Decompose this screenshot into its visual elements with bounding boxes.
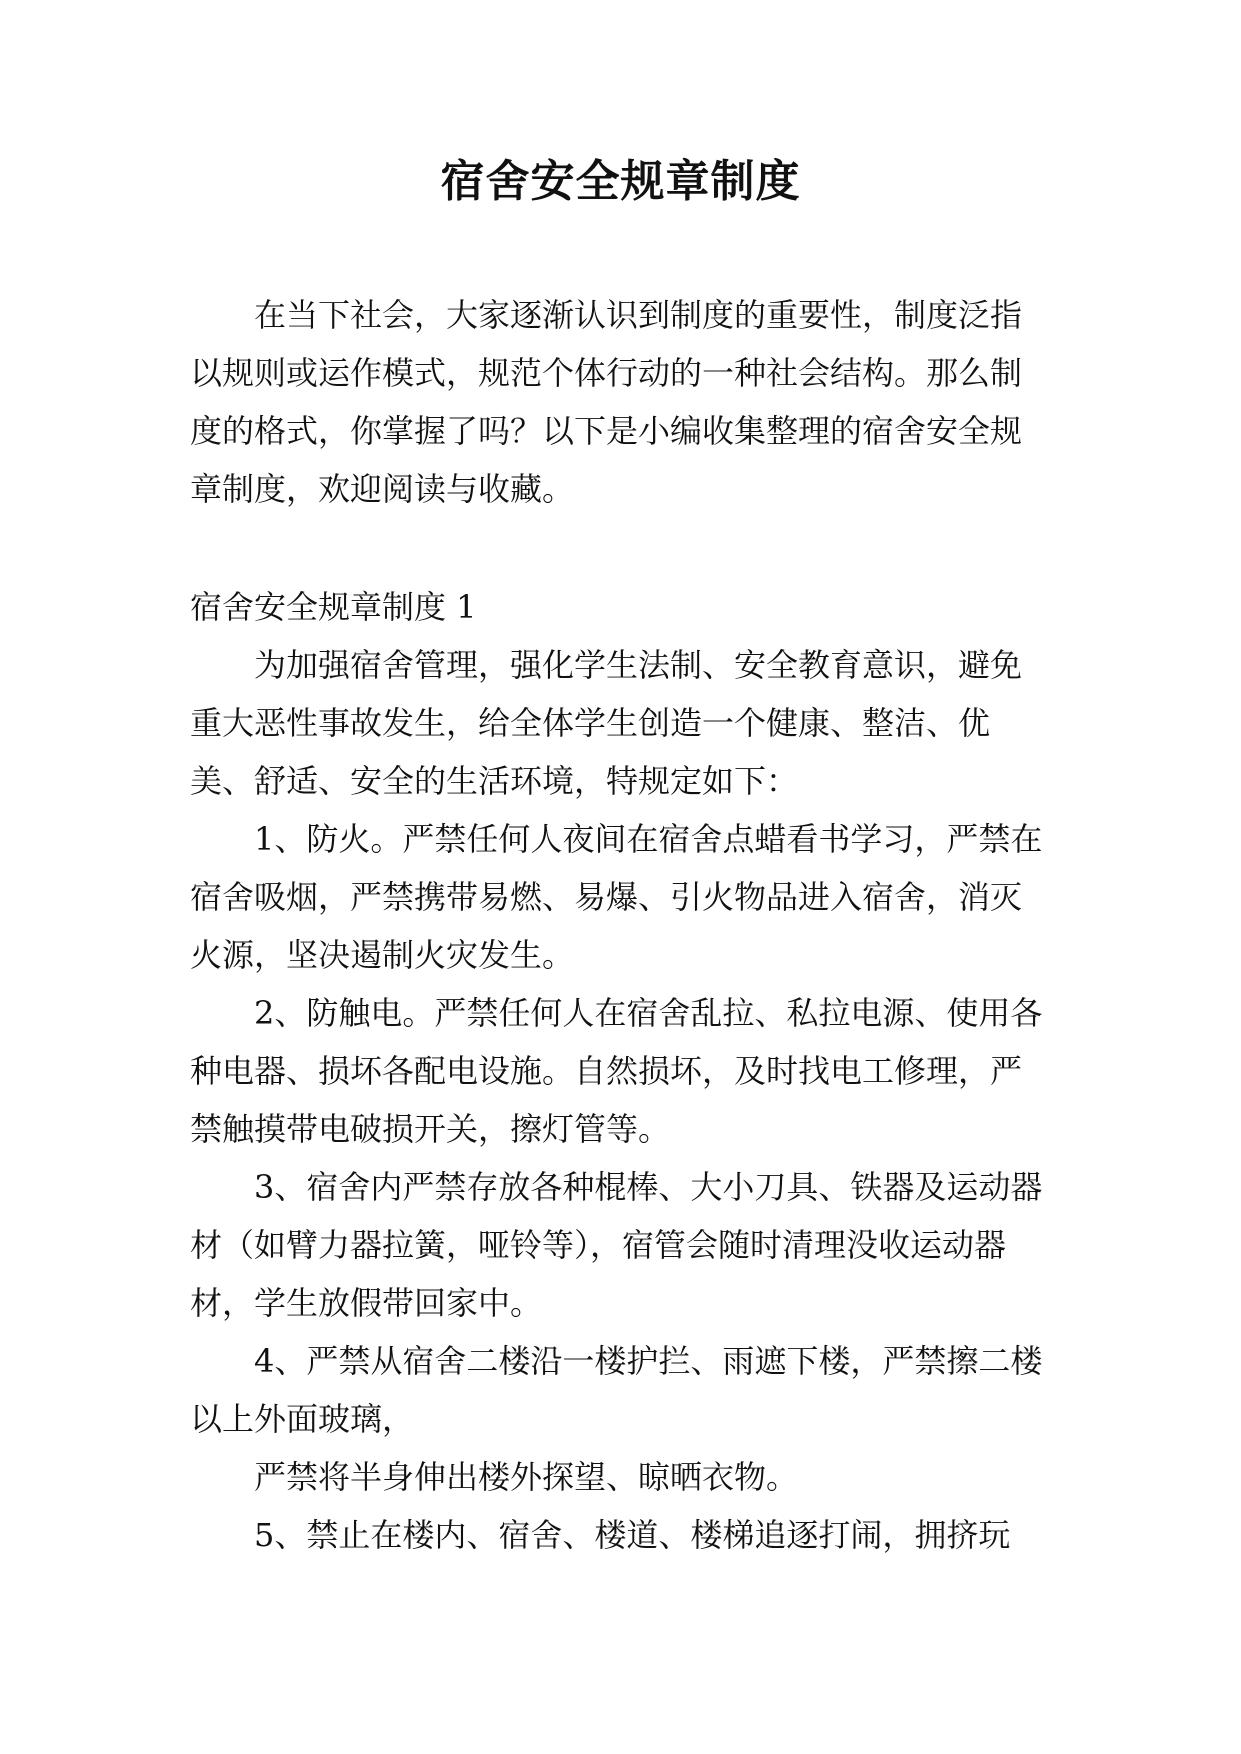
paragraph-rule-2: 2、防触电。严禁任何人在宿舍乱拉、私拉电源、使用各种电器、损坏各配电设施。自然损坏，及时找电工修理，严禁触摸带电破损开关，擦灯管等。: [190, 994, 1043, 1148]
paragraph-rule-4: 4、严禁从宿舍二楼沿一楼护拦、雨遮下楼，严禁擦二楼以上外面玻璃，: [190, 1342, 1043, 1438]
section-1-block: [190, 578, 1050, 1564]
intro-paragraph: 在当下社会，大家逐渐认识到制度的重要性，制度泛指以规则或运作模式，规范个体行动的一种社会结构。那么制度的格式，你掌握了吗？以下是小编收集整理的宿舍安全规章制度，欢迎阅读与收藏。: [190, 296, 1023, 508]
paragraph-rule-5: 5、禁止在楼内、宿舍、楼道、楼梯追逐打闹，拥挤玩: [254, 1516, 1011, 1554]
paragraph-preamble: 为加强宿舍管理，强化学生法制、安全教育意识，避免重大恶性事故发生，给全体学生创造一个健康、整洁、优美、舒适、安全的生活环境，特规定如下：: [190, 646, 1023, 800]
section-title: 宿舍安全规章制度 1: [190, 588, 477, 626]
paragraph-rule-4-continued: 严禁将半身伸出楼外探望、晾晒衣物。: [254, 1458, 799, 1496]
paragraph-rule-3: 3、宿舍内严禁存放各种棍棒、大小刀具、铁器及运动器材（如臂力器拉簧，哑铃等），宿管会随时清理没收运动器材，学生放假带回家中。: [190, 1168, 1043, 1322]
document-title: 宿舍安全规章制度: [440, 156, 801, 207]
intro-block: [190, 286, 1050, 518]
paragraph-rule-1: 1、防火。严禁任何人夜间在宿舍点蜡看书学习，严禁在宿舍吸烟，严禁携带易燃、易爆、引火物品进入宿舍，消灭火源，坚决遏制火灾发生。: [190, 820, 1043, 974]
